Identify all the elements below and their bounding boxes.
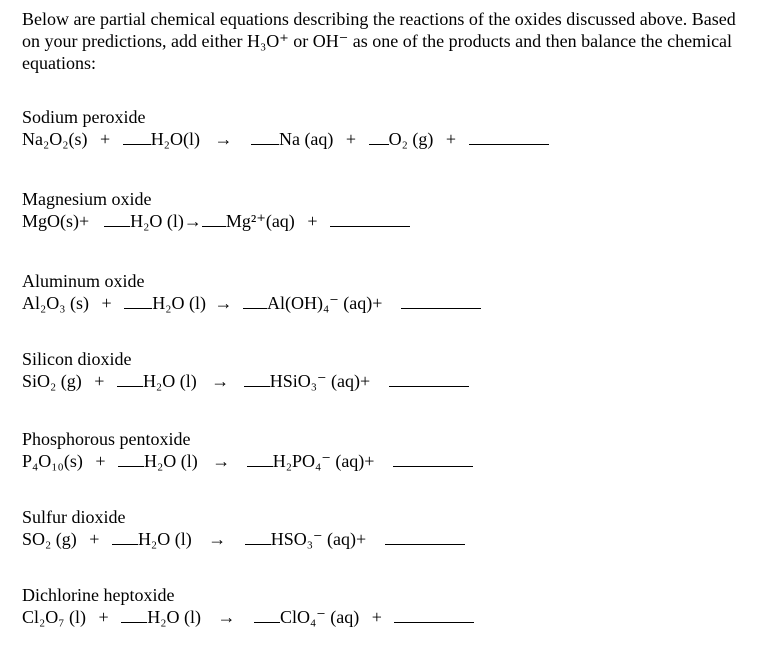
coefficient-blank[interactable]: [121, 606, 147, 623]
reaction-equation: MgO(s)+ H₂O (l)→ Mg²⁺(aq) +: [22, 210, 762, 232]
product-formula: Al(OH)₄⁻ (aq)+: [266, 293, 383, 313]
reaction-name: Phosphorous pentoxide: [22, 429, 191, 449]
coefficient-blank[interactable]: [251, 128, 279, 145]
reactant-formula: MgO(s)+: [22, 211, 90, 231]
coefficient-blank[interactable]: [118, 450, 144, 467]
water-formula: H₂O (l): [142, 371, 197, 391]
reaction-equation: Al₂O₃ (s) + H₂O (l) → Al(OH)₄⁻ (aq)+: [22, 292, 762, 314]
reaction-aluminum-oxide: [22, 270, 762, 314]
coefficient-blank[interactable]: [245, 528, 271, 545]
coefficient-blank[interactable]: [254, 606, 280, 623]
reaction-name: Sulfur dioxide: [22, 507, 126, 527]
coefficient-blank[interactable]: [244, 370, 270, 387]
reaction-name: Silicon dioxide: [22, 349, 132, 369]
water-formula: H₂O (l): [130, 211, 184, 231]
product-formula: H₂PO₄⁻ (aq)+: [272, 451, 375, 471]
product-blank[interactable]: [401, 292, 481, 309]
product-formula: Mg²⁺(aq): [225, 211, 295, 231]
coefficient-blank[interactable]: [202, 210, 226, 227]
reactant-formula: SO₂ (g): [22, 529, 77, 549]
product-formula: O₂ (g): [388, 129, 434, 149]
product-blank[interactable]: [393, 450, 473, 467]
product-blank[interactable]: [389, 370, 469, 387]
product-blank[interactable]: [385, 528, 465, 545]
coefficient-blank[interactable]: [112, 528, 138, 545]
reaction-name: Magnesium oxide: [22, 189, 152, 209]
reactant-formula: Cl₂O₇ (l): [22, 607, 87, 627]
reaction-equation: P₄O₁₀(s) + H₂O (l) → H₂PO₄⁻ (aq)+: [22, 450, 762, 472]
product-formula: Na (aq): [278, 129, 334, 149]
reaction-name: Aluminum oxide: [22, 271, 145, 291]
product-blank[interactable]: [469, 128, 549, 145]
product-blank[interactable]: [330, 210, 410, 227]
reactant-formula: Na₂O₂(s): [22, 129, 88, 149]
reaction-name: Sodium peroxide: [22, 107, 146, 127]
reaction-sulfur-dioxide: [22, 506, 762, 550]
water-formula: H₂O (l): [144, 451, 198, 471]
water-formula: H₂O (l): [152, 293, 206, 313]
product-blank[interactable]: [394, 606, 474, 623]
reaction-equation: Na₂O₂(s) + H₂O(l) → Na (aq) + O₂ (g) +: [22, 128, 762, 150]
coefficient-blank[interactable]: [247, 450, 273, 467]
coefficient-blank[interactable]: [243, 292, 267, 309]
coefficient-blank[interactable]: [369, 128, 389, 145]
reaction-sodium-peroxide: [22, 106, 762, 150]
reactant-formula: Al₂O₃ (s): [22, 293, 90, 313]
reaction-equation: SO₂ (g) + H₂O (l) → HSO₃⁻ (aq)+: [22, 528, 762, 550]
coefficient-blank[interactable]: [117, 370, 143, 387]
reaction-silicon-dioxide: [22, 348, 762, 392]
reactant-formula: SiO₂ (g): [22, 371, 82, 391]
product-formula: HSO₃⁻ (aq)+: [270, 529, 367, 549]
reaction-equation: Cl₂O₇ (l) + H₂O (l) → ClO₄⁻ (aq) +: [22, 606, 762, 628]
reaction-name: Dichlorine heptoxide: [22, 585, 175, 605]
water-formula: H₂O (l): [137, 529, 192, 549]
product-formula: HSiO₃⁻ (aq)+: [269, 371, 371, 391]
reactant-formula: P₄O₁₀(s): [22, 451, 83, 471]
instructions-text: Below are partial chemical equations describing the reactions of the oxides discussed above. Based on your predictions, add either H₃O⁺ or OH⁻ as one of the products and then balance the chemical equations:: [22, 9, 736, 73]
coefficient-blank[interactable]: [123, 128, 151, 145]
reaction-equation: SiO₂ (g) + H₂O (l) → HSiO₃⁻ (aq)+: [22, 370, 762, 392]
reaction-phosphorous-pentoxide: [22, 428, 762, 472]
water-formula: H₂O (l): [147, 607, 201, 627]
coefficient-blank[interactable]: [124, 292, 152, 309]
reaction-dichlorine-heptoxide: [22, 584, 762, 628]
coefficient-blank[interactable]: [104, 210, 130, 227]
product-formula: ClO₄⁻ (aq): [279, 607, 360, 627]
water-formula: H₂O(l): [150, 129, 200, 149]
reaction-magnesium-oxide: [22, 188, 762, 232]
